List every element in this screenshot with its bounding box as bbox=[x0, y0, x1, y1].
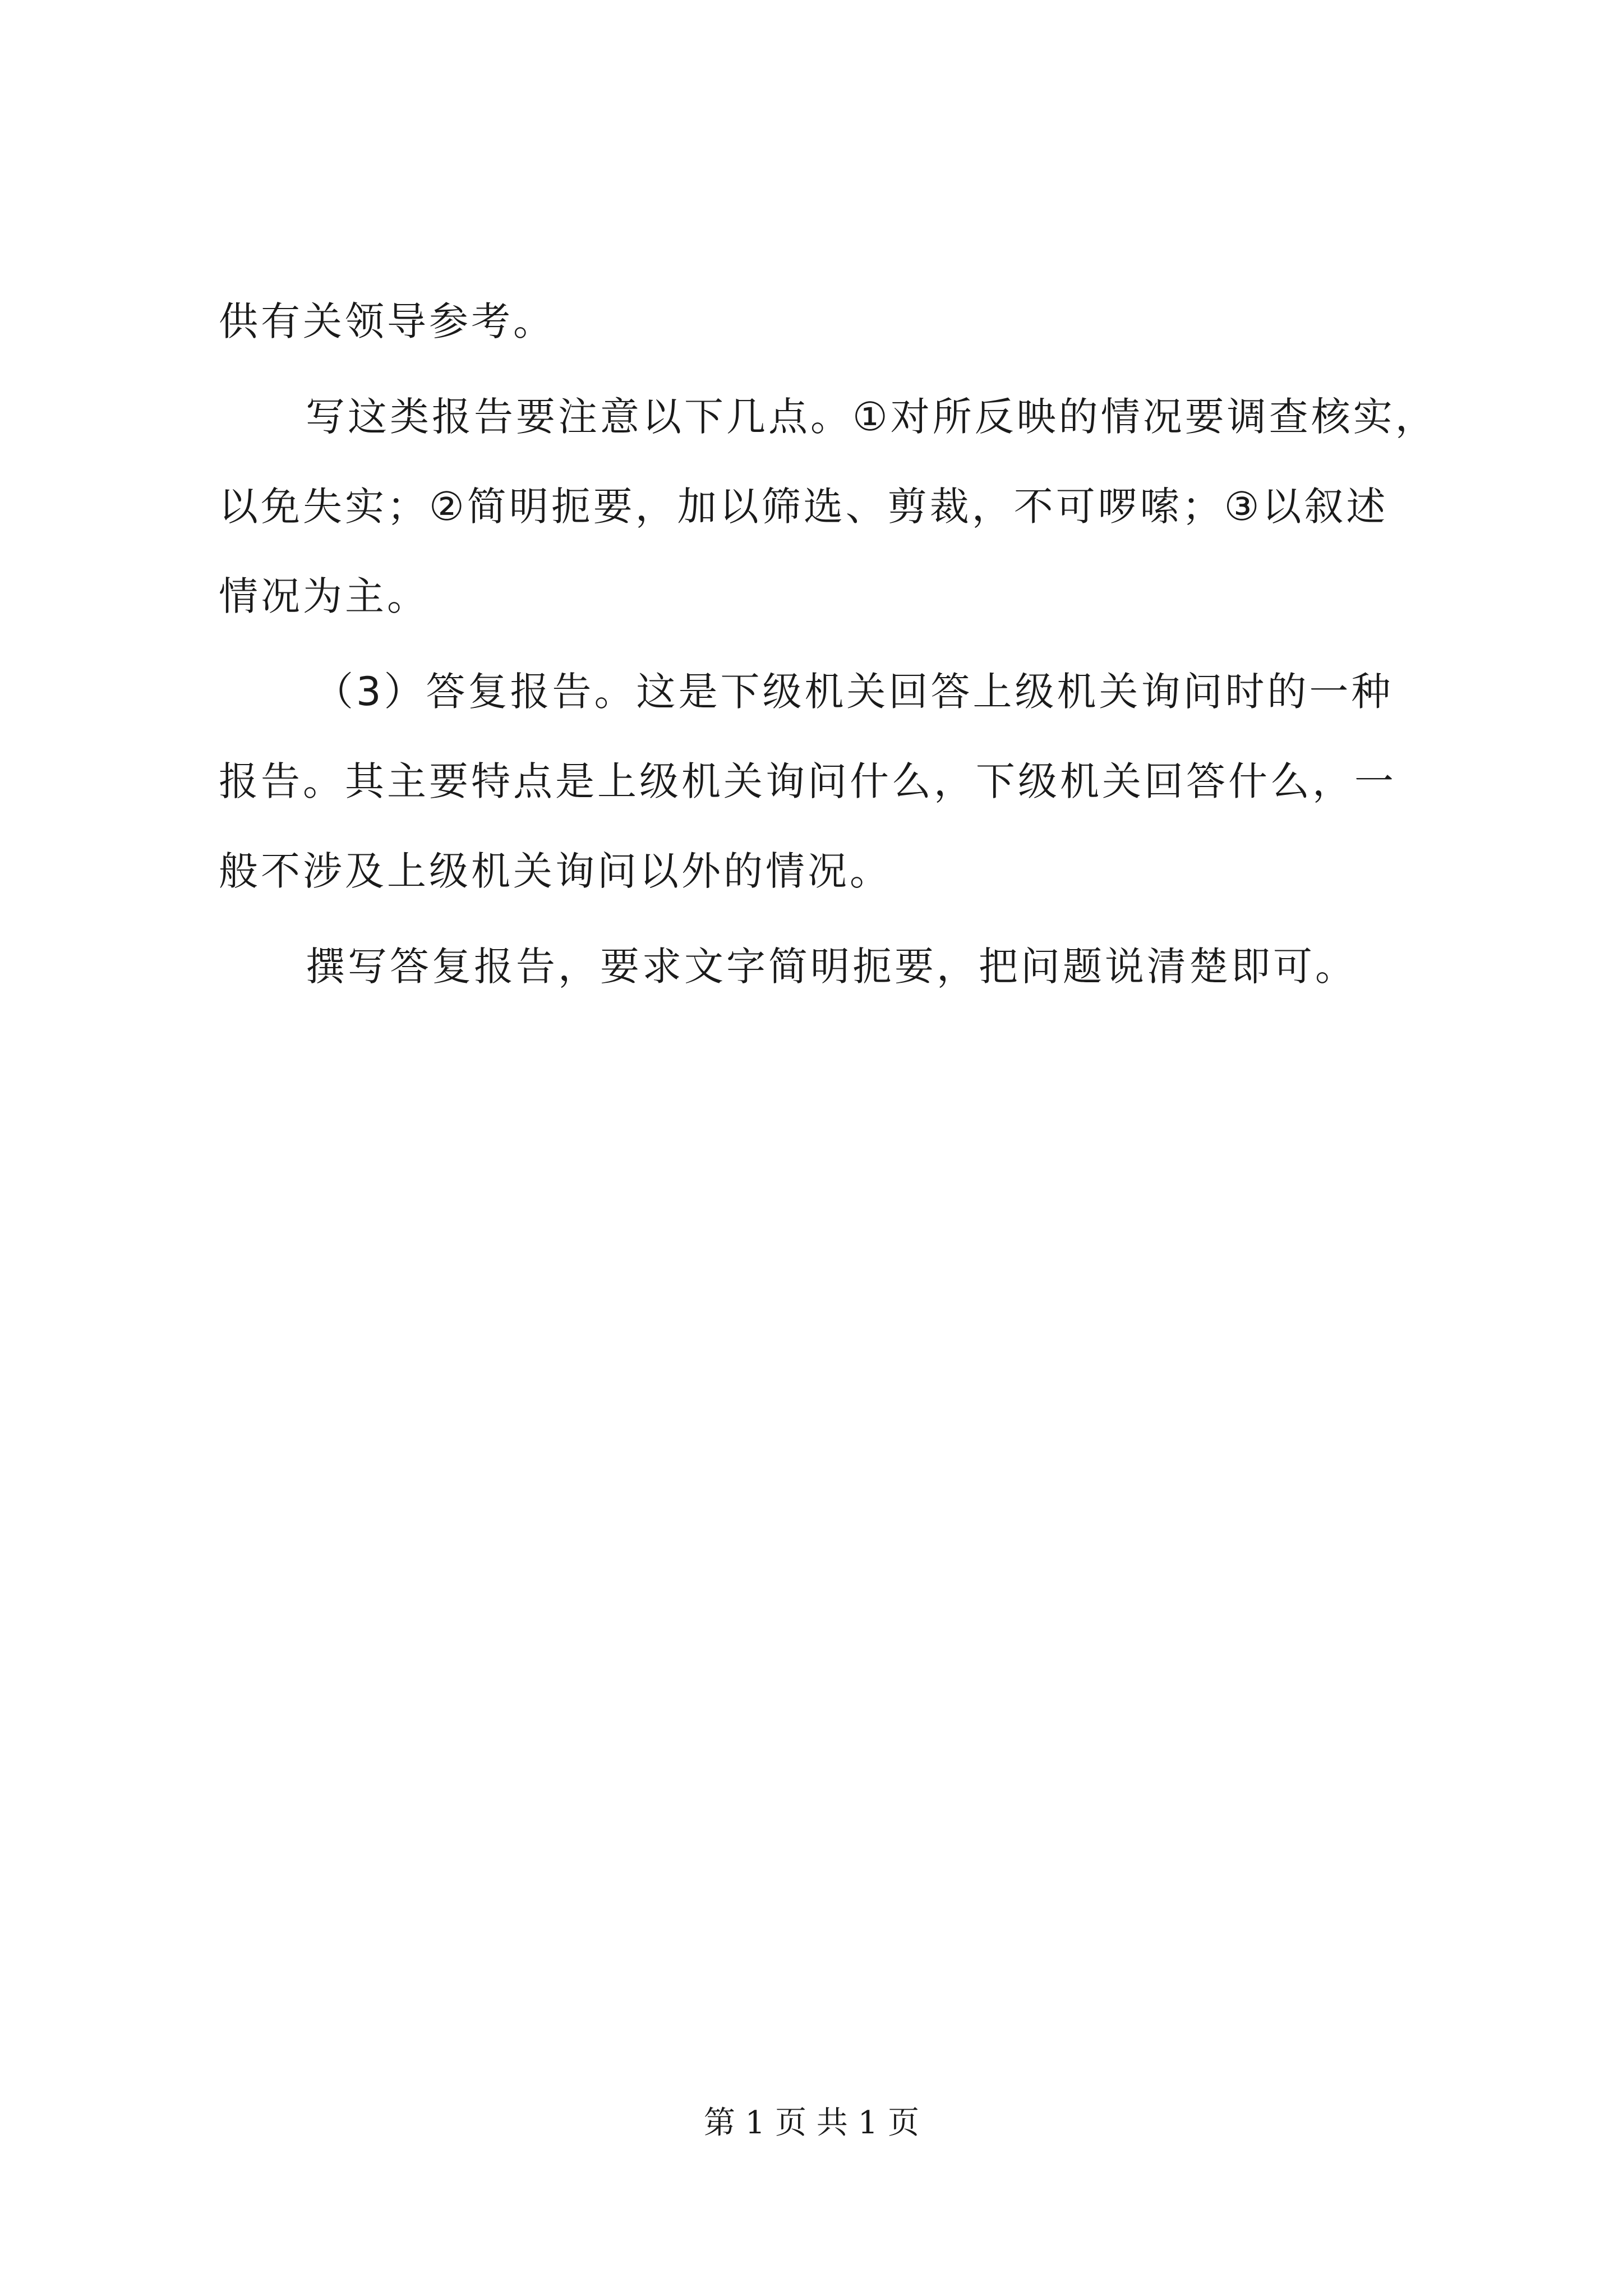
text-line-5: （3）答复报告。这是下级机关回答上级机关询问时的一种 bbox=[314, 669, 1394, 715]
text-line-2: 写这类报告要注意以下几点。①对所反映的情况要调查核实， bbox=[306, 394, 1437, 440]
text-line-8: 撰写答复报告，要求文字简明扼要，把问题说清楚即可。 bbox=[306, 944, 1357, 990]
text-line-1: 供有关领导参考。 bbox=[219, 298, 555, 344]
text-line-4: 情况为主。 bbox=[219, 573, 429, 619]
text-line-6: 报告。其主要特点是上级机关询问什么，下级机关回答什么，一 bbox=[219, 758, 1396, 804]
text-line-7: 般不涉及上级机关询问以外的情况。 bbox=[219, 848, 892, 894]
text-line-3: 以免失实；②简明扼要，加以筛选、剪裁，不可啰嗦；③以叙述 bbox=[219, 484, 1389, 530]
page-number-footer: 第 1 页 共 1 页 bbox=[703, 2105, 920, 2141]
